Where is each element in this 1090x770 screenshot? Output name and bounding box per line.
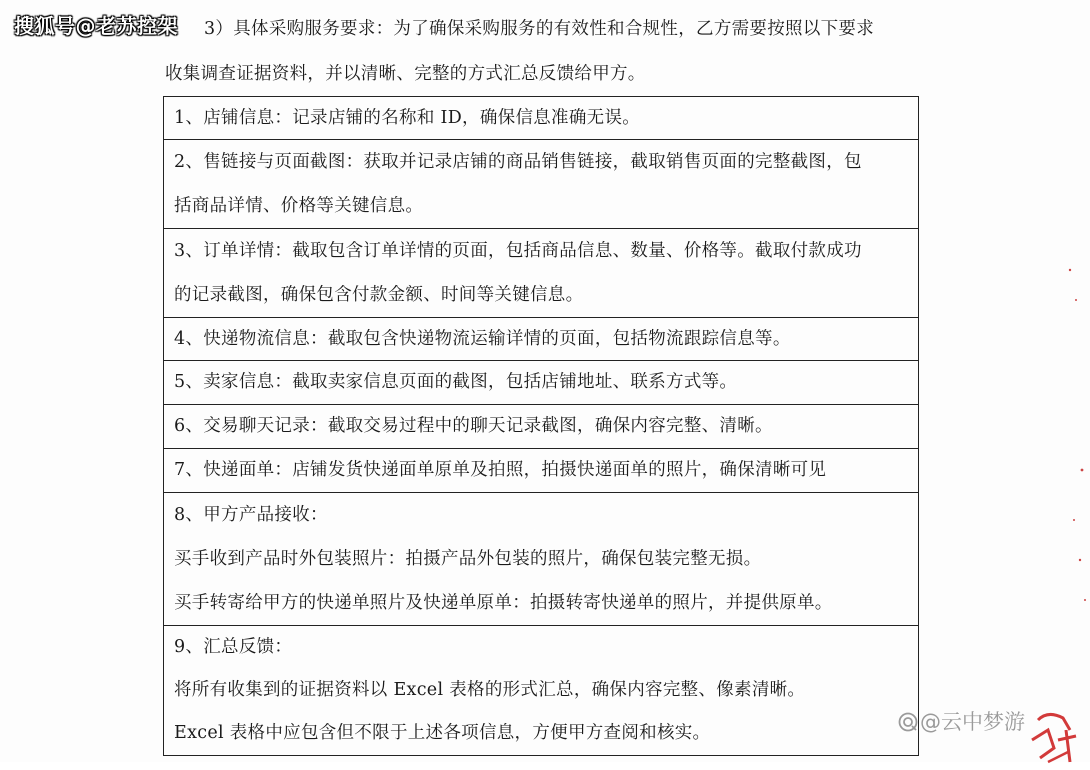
intro-line-2: 收集调查证据资料，并以清晰、完整的方式汇总反馈给甲方。 [165, 64, 646, 84]
row-text: 买手转寄给甲方的快递单照片及快递单原单：拍摄转寄快递单的照片，并提供原单。 [174, 593, 833, 613]
watermark-top: 搜狐号@老苏控架 [14, 14, 178, 38]
table-row [164, 493, 918, 626]
row-text: 1、店铺信息：记录店铺的名称和 ID，确保信息准确无误。 [174, 108, 641, 128]
row-text: 括商品详情、价格等关键信息。 [174, 196, 424, 216]
row-text: 2、售链接与页面截图：获取并记录店铺的商品销售链接，截取销售页面的完整截图，包 [174, 152, 862, 172]
table-row [164, 97, 918, 140]
watermark-bottom [898, 706, 1025, 736]
row-text: 的记录截图，确保包含付款金额、时间等关键信息。 [174, 285, 584, 305]
table-row [164, 229, 918, 318]
requirements-table [163, 96, 919, 756]
watermark-logo-icon [898, 712, 918, 732]
table-row [164, 449, 918, 493]
row-text: 3、订单详情：截取包含订单详情的页面，包括商品信息、数量、价格等。截取付款成功 [174, 241, 862, 261]
row-text: 7、快递面单：店铺发货快递面单原单及拍照，拍摄快递面单的照片，确保清晰可见 [174, 460, 827, 480]
row-text: 将所有收集到的证据资料以 Excel 表格的形式汇总，确保内容完整、像素清晰。 [174, 680, 806, 700]
row-text: 买手收到产品时外包装照片：拍摄产品外包装的照片，确保包装完整无损。 [174, 549, 762, 569]
table-row [164, 361, 918, 405]
scan-edge-specks [1030, 0, 1090, 762]
row-text: 6、交易聊天记录：截取交易过程中的聊天记录截图，确保内容完整、清晰。 [174, 416, 773, 436]
row-text: Excel 表格中应包含但不限于上述各项信息，方便甲方查阅和核实。 [174, 723, 711, 743]
table-row [164, 626, 918, 755]
row-text: 8、甲方产品接收： [174, 505, 328, 525]
table-row [164, 140, 918, 229]
row-text: 4、快递物流信息：截取包含快递物流运输详情的页面，包括物流跟踪信息等。 [174, 329, 791, 349]
row-text: 5、卖家信息：截取卖家信息页面的截图，包括店铺地址、联系方式等。 [174, 372, 738, 392]
watermark-bottom-text: @云中梦游 [920, 710, 1025, 734]
table-row [164, 405, 918, 449]
intro-line-1: 3）具体采购服务要求：为了确保采购服务的有效性和合规性，乙方需要按照以下要求 [204, 19, 875, 39]
table-row [164, 318, 918, 361]
row-text: 9、汇总反馈： [174, 637, 293, 657]
